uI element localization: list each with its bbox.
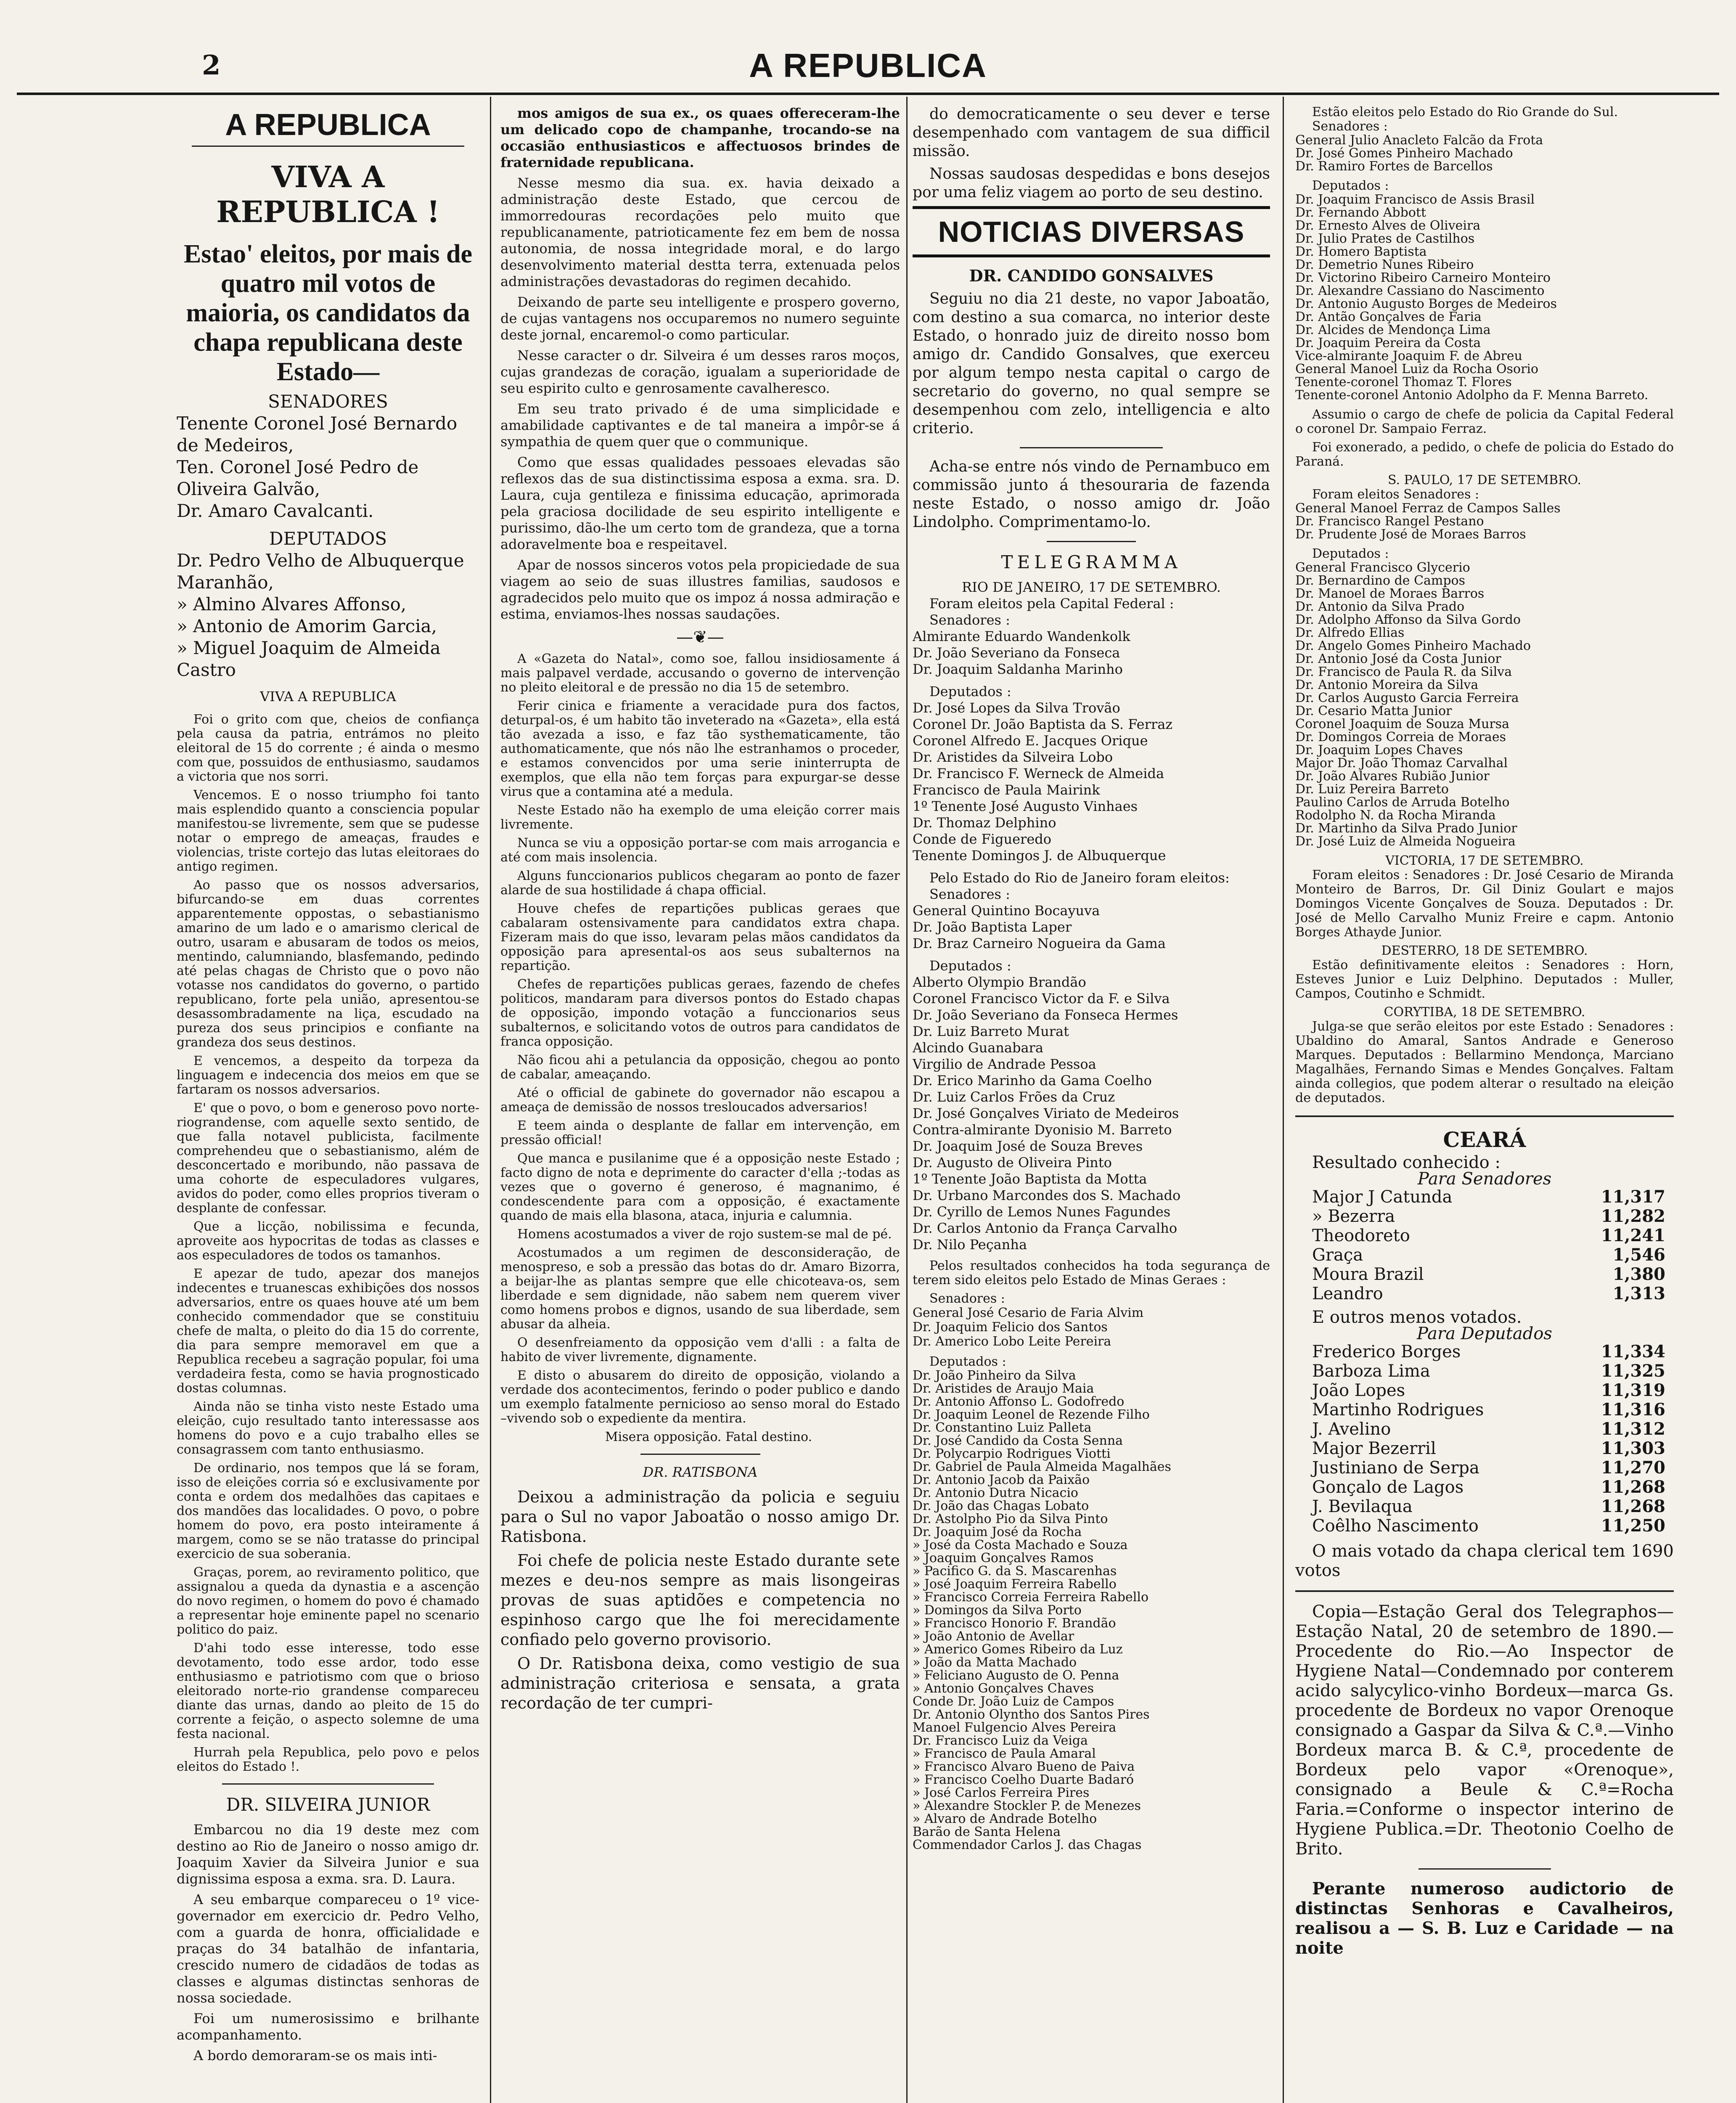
list-item: Dr. Astolpho Pio da Silva Pinto	[913, 1512, 1108, 1526]
list-item: Dr. Antonio Affonso L. Godofredo	[913, 1394, 1125, 1409]
paragraph: Assumio o cargo de chefe de policia da Capital Federal o coronel Dr. Sampaio Ferraz.	[1295, 407, 1674, 436]
list-item: Dr. Julio Prates de Castilhos	[1295, 231, 1475, 246]
page-number: 2	[202, 50, 221, 81]
paragraph: Ao passo que os nossos adversarios, bifurcando-se em duas correntes apparentemente oppostas, o sebastianismo amarino de um lado e o amarismo clerical de outro, usaram e abusaram de todos os meios, mentindo, calumniando, blasfemando, pedindo até pelas chagas de Christo que o povo não votasse nos candidatos do governo, o partido republicano, forte pela união, apresentou-se desassombradamente na liça, escudado na pureza dos seus principios e confiante na grandeza dos seus destinos.	[177, 878, 479, 1050]
list-item: Dr. Domingos Correia de Moraes	[1295, 730, 1506, 744]
list-item: » Miguel Joaquim de Almeida Castro	[177, 638, 441, 680]
paragraph: Nossas saudosas despedidas e bons desejos por uma feliz viagem ao porto de seu destino.	[913, 165, 1270, 201]
list-item: » João Antonio de Avellar	[913, 1629, 1074, 1644]
list-item: » Domingos da Silva Porto	[913, 1603, 1082, 1618]
list-item: Dr. Nilo Peçanha	[913, 1237, 1027, 1253]
list-item: Dr. Francisco Luiz da Veiga	[913, 1733, 1088, 1748]
note: O mais votado da chapa clerical tem 1690 votos	[1295, 1541, 1674, 1580]
candidate-name: Justiniano de Serpa	[1312, 1458, 1479, 1478]
candidate-name: Barboza Lima	[1312, 1361, 1430, 1381]
deputados-heading: Deputados :	[929, 1354, 1006, 1369]
dateline: DESTERRO, 18 DE SETEMBRO.	[1381, 943, 1588, 958]
senadores-list	[1295, 502, 1674, 541]
list-item: Dr. José Gonçalves Viriato de Medeiros	[913, 1105, 1179, 1121]
vote-count: 1,546	[1612, 1245, 1665, 1265]
candidate-name: » Bezerra	[1312, 1207, 1395, 1226]
list-item: » Antonio Gonçalves Chaves	[913, 1681, 1094, 1696]
paragraph: Estão definitivamente eleitos : Senadores : Horn, Esteves Junior e Luiz Delphino. Deputados : Muller, Campos, Coutinho e Schmidt.	[1295, 958, 1674, 1001]
vote-count: 11,282	[1601, 1206, 1665, 1226]
list-item: Dr. João Severiano da Fonseca	[913, 645, 1120, 661]
vote-count: 11,334	[1601, 1342, 1665, 1361]
deputados-list	[913, 974, 1270, 1253]
vote-count: 11,319	[1601, 1380, 1665, 1400]
candidate-name: Graça	[1312, 1245, 1363, 1265]
list-item: » Francisco Correia Ferreira Rabello	[913, 1590, 1149, 1605]
table-row	[1312, 1381, 1665, 1400]
paragraph: E apezar de tudo, apezar dos manejos indecentes e truanescas exhibições dos nossos adversarios, entre os quaes houve até um bem conhecido commendador que se constituiu chefe de malta, o pleito do dia 15 do corrente, dia para sempre memoravel em que a Republica recebeu a sagração popular, foi uma verdadeira festa, como se havia prognosticado dostas columnas.	[177, 1266, 479, 1396]
divider	[1295, 1590, 1674, 1592]
intro: Foram eleitos Senadores :	[1312, 487, 1479, 502]
list-item: Dr. João Pinheiro da Silva	[913, 1368, 1076, 1383]
paragraph: Vencemos. E o nosso triumpho foi tanto mais esplendido quanto a consciencia popular manifestou-se livremente, sem que se pudesse notar o emprego de ameaças, fraudes e violencias, triste cortejo das lutas eleitoraes do antigo regimen.	[177, 788, 479, 874]
list-item: Conde Dr. João Luiz de Campos	[913, 1694, 1114, 1709]
deputados-heading: DEPUTADOS	[269, 528, 387, 549]
list-item: Dr. Antonio Dutra Nicacio	[913, 1486, 1078, 1500]
article-heading: DR. SILVEIRA JUNIOR	[226, 1794, 430, 1815]
column-2	[500, 105, 900, 2103]
table-row	[1312, 1400, 1665, 1420]
list-item: » Pacifico G. da S. Mascarenhas	[913, 1564, 1117, 1579]
list-item: Dr. Alcides de Mendonça Lima	[1295, 323, 1491, 337]
vote-count: 11,268	[1601, 1496, 1665, 1516]
list-item: Dr. Ernesto Alves de Oliveira	[1295, 218, 1481, 233]
list-item: Manoel Fulgencio Alves Pereira	[913, 1720, 1117, 1735]
divider	[1020, 447, 1163, 448]
table-row	[1312, 1207, 1665, 1226]
paragraph: A seu embarque compareceu o 1º vice-governador em exercicio dr. Pedro Velho, com a guarda de honra, officialidade e praças do 34 batalhão de infantaria, crescido numero de cidadãos de todas as classes e algumas distinctas senhoras de nossa sociedade.	[177, 1891, 479, 2006]
list-item: Dr. Francisco Rangel Pestano	[1295, 514, 1484, 529]
table-row	[1312, 1361, 1665, 1381]
table-row	[1312, 1478, 1665, 1497]
table-row	[1312, 1458, 1665, 1478]
vote-count: 11,317	[1601, 1187, 1665, 1207]
column-3	[913, 105, 1270, 2103]
list-item: Dr. Pedro Velho de Albuquerque Maranhão,	[177, 550, 464, 593]
list-item: Commendador Carlos J. das Chagas	[913, 1838, 1142, 1852]
list-item: Dr. Joaquim Francisco de Assis Brasil	[1295, 192, 1535, 207]
paragraph: E' que o povo, o bom e generoso povo norte-riograndense, com aquelle sexto sentido, de que falla notavel publicista, facilmente comprehendeu que o sebastianismo, além de desconcertado e moribundo, não passava de uma cohorte de especuladores vulgares, avidos do poder, como elles proprios tiveram o desplante de confessar.	[177, 1101, 479, 1216]
column-rule	[1283, 97, 1284, 2103]
list-item: Dr. Victorino Ribeiro Carneiro Monteiro	[1295, 270, 1551, 285]
list-item: General Manoel Ferraz de Campos Salles	[1295, 501, 1561, 516]
vote-count: 11,250	[1601, 1516, 1665, 1536]
table-row	[1312, 1497, 1665, 1516]
senadores-heading: Senadores :	[929, 612, 1010, 628]
list-item: Dr. Alfredo Ellias	[1295, 625, 1405, 640]
list-item: Dr. Bernardino de Campos	[1295, 573, 1466, 588]
table-row	[1312, 1516, 1665, 1536]
divider	[1418, 1868, 1551, 1870]
list-item: Dr. Antonio Olyntho dos Santos Pires	[913, 1707, 1150, 1722]
table-row	[1312, 1420, 1665, 1439]
article-heading: CEARÁ	[1443, 1127, 1526, 1152]
table-row	[1312, 1439, 1665, 1458]
list-item: Tenente-coronel Antonio Adolpho da F. Menna Barreto.	[1295, 388, 1649, 403]
headline: Estao' eleitos, por mais de quatro mil votos de maioria, os candidatos da chapa republicana deste Estado—	[184, 240, 472, 386]
article-heading: DR. CANDIDO GONSALVES	[969, 266, 1214, 285]
vote-count: 11,316	[1601, 1400, 1665, 1420]
deputados-list	[1295, 193, 1674, 402]
list-item: Almirante Eduardo Wandenkolk	[913, 628, 1130, 644]
list-item: Dr. Polycarpio Rodrigues Viotti	[913, 1446, 1111, 1461]
vote-count: 1,313	[1612, 1284, 1665, 1303]
viva-subheading: VIVA A REPUBLICA	[260, 689, 396, 705]
list-item: Dr. Joaquim Pereira da Costa	[1295, 336, 1481, 350]
list-item: Dr. Antonio Jacob da Paixão	[913, 1473, 1090, 1487]
list-item: » Alexandre Stockler P. de Menezes	[913, 1798, 1141, 1813]
list-item: Dr. Prudente José de Moraes Barros	[1295, 527, 1526, 542]
list-item: Dr. Antonio Augusto Borges de Medeiros	[1295, 297, 1557, 311]
paragraph: Apar de nossos sinceros votos pela propiciedade de sua viagem ao seio de suas illustres familias, saudosos e agradecidos pelo muito que os impoz á nossa admiração e estima, enviamos-lhes nossas saudações.	[500, 557, 900, 622]
candidate-name: Major Bezerril	[1312, 1439, 1436, 1458]
list-item: Rodolpho N. da Rocha Miranda	[1295, 808, 1496, 823]
candidate-name: J. Bevilaqua	[1312, 1497, 1413, 1516]
list-item: » Antonio de Amorim Garcia,	[177, 616, 437, 636]
vote-count: 11,325	[1601, 1361, 1665, 1381]
divider	[1047, 541, 1136, 542]
list-item: Dr. João Alvares Rubião Junior	[1295, 769, 1490, 784]
list-item: Paulino Carlos de Arruda Botelho	[1295, 795, 1510, 810]
paragraph: Alguns funccionarios publicos chegaram ao ponto de fazer alarde de sua hostilidade á chapa official.	[500, 869, 900, 898]
candidate-name: Martinho Rodrigues	[1312, 1400, 1484, 1420]
list-item: Dr. Joaquim José da Rocha	[913, 1525, 1082, 1539]
paragraph: Julga-se que serão eleitos por este Estado : Senadores : Ubaldino do Amaral, Santos Andrade e Generoso Marques. Deputados : Bellarmino Mendonça, Marciano Magalhães, Fernando Simas e Mendes Gonçalves. Faltam ainda collegios, que podem alterar o resultado na eleição de deputados.	[1295, 1019, 1674, 1105]
paragraph: A bordo demoraram-se os mais inti-	[193, 2047, 437, 2063]
list-item: Dr. Homero Baptista	[1295, 244, 1427, 259]
deputados-heading: Deputados :	[1312, 178, 1389, 193]
list-item: Dr. Erico Marinho da Gama Coelho	[913, 1073, 1152, 1089]
paragraph: Seguiu no dia 21 deste, no vapor Jaboatão, com destino a sua comarca, no interior deste Estado, o honrado juiz de direito nosso bom amigo dr. Candido Gonsalves, que exerceu por algum tempo nesta capital o cargo de secretario do governo, no qual sempre se desempenhou com zelo, intelligencia e alto criterio.	[913, 290, 1270, 437]
list-item: Dr. João Baptista Laper	[913, 919, 1072, 935]
paragraph: O desenfreiamento da opposição vem d'alli : a falta de habito de viver livremente, dignamente.	[500, 1335, 900, 1364]
list-item: » Alvaro de Andrade Botelho	[913, 1812, 1097, 1826]
list-item: Dr. José Lopes da Silva Trovão	[913, 700, 1120, 716]
paragraph: mos amigos de sua ex., os quaes offereceram-lhe um delicado copo de champanhe, trocando-se na occasião enthusiasticos e affectuosos brindes de fraternidade republicana.	[500, 105, 900, 170]
intro: Pelo Estado do Rio de Janeiro foram eleitos:	[929, 870, 1230, 886]
paragraph: Nesse mesmo dia sua. ex. havia deixado a administração deste Estado, que cercou de immorredouras recordações pelo muito que republicanamente, patrioticamente fez em bem de nossa autonomia, de nossa integridade moral, e do largo desenvolvimento material destta terra, extenuada pelos administrações devastadoras do regimen decahido.	[500, 175, 900, 289]
deputados-heading: Deputados :	[929, 958, 1011, 974]
viva-banner: VIVA A REPUBLICA !	[216, 159, 440, 229]
deputados-list	[177, 550, 479, 681]
paragraph: Perante numeroso audictorio de distinctas Senhoras e Cavalheiros, realisou a — S. B. Luz e Caridade — na noite	[1295, 1879, 1674, 1958]
list-item: Dr. Cyrillo de Lemos Nunes Fagundes	[913, 1204, 1171, 1220]
candidate-name: Leandro	[1312, 1284, 1383, 1303]
table-row	[1312, 1265, 1665, 1284]
list-item: Dr. Joaquim Saldanha Marinho	[913, 661, 1123, 677]
paragraph: Que manca e pusilanime que é a opposição neste Estado ; facto digno de nota e deprimente do caracter d'ella ;-todas as vezes que o governo é generoso, é magnanimo, é condescendente para com a opposição, é exactamente quando de mais ella blasona, ataca, injuria e calumnia.	[500, 1151, 900, 1223]
list-item: Dr. Antonio Moreira da Silva	[1295, 678, 1479, 692]
list-item: » José Carlos Ferreira Pires	[913, 1785, 1090, 1800]
deputados-list	[913, 1369, 1270, 1851]
list-item: » Francisco Coelho Duarte Badaró	[913, 1772, 1134, 1787]
paragraph: Copia—Estação Geral dos Telegraphos—Estação Natal, 20 de setembro de 1890.—Procedente do Rio.—Ao Inspector de Hygiene Natal—Condemnado por conterem acido salycylico-vinho Bordeux—marca Gs. procedente de Bordeux no vapor Orenoque consignado a Gaspar da Silva & C.ª.—Vinho Bordeux marca B. & C.ª, procedente de Bordeux pelo vapor «Orenoque», consignado a Beule & C.ª=Rocha Faria.=Conforme o inspector interino de Hygiene Publica.=Dr. Theotonio Coelho de Brito.	[1295, 1602, 1674, 1859]
list-item: Tenente Domingos J. de Albuquerque	[913, 848, 1166, 863]
paragraph: Foi um numerosissimo e brilhante acompanhamento.	[177, 2010, 479, 2043]
paragraph: Em seu trato privado é de uma simplicidade e amabilidade captivantes e de tal maneira a impôr-se á sympathia de quem quer que o communique.	[500, 401, 900, 450]
list-item: Dr. José Candido da Costa Senna	[913, 1433, 1123, 1448]
paragraph: Foi chefe de policia neste Estado durante sete mezes e deu-nos sempre as mais lisongeiras provas de suas aptidões e competencia no espinhoso cargo que lhe foi merecidamente confiado pelo governo provisorio.	[500, 1551, 900, 1649]
list-item: Dr. Adolpho Affonso da Silva Gordo	[1295, 612, 1521, 627]
list-item: General José Cesario de Faria Alvim	[913, 1306, 1144, 1320]
list-item: Dr. Francisco de Paula R. da Silva	[1295, 665, 1512, 679]
column-1	[177, 105, 479, 2103]
deputados-heading: Deputados :	[929, 683, 1011, 699]
dateline: RIO DE JANEIRO, 17 DE SETEMBRO.	[961, 579, 1221, 595]
paragraph: Nesse caracter o dr. Silveira é um desses raros moços, cujas grandezas de coração, igualam a superioridade de seu espirito culto e genrosamente cavalheresco.	[500, 347, 900, 396]
list-item: Dr. Joaquim Felicio dos Santos	[913, 1320, 1108, 1335]
deputados-heading: Deputados :	[1312, 546, 1389, 561]
list-item: » Francisco Alvaro Bueno de Paiva	[913, 1759, 1135, 1774]
list-item: General Julio Anacleto Falcão da Frota	[1295, 133, 1543, 148]
section-title: A REPUBLICA	[225, 108, 431, 142]
paragraph: Deixando de parte seu intelligente e prospero governo, de cujas vantagens nos occuparemos no numero seguinte deste jornal, encaremol-o como particular.	[500, 294, 900, 343]
paragraph: Como que essas qualidades pessoaes elevadas são reflexos das de sua distinctissima esposa a exma. sra. D. Laura, cuja gentileza e finissima educação, aprimorada pela graciosa docilidade de seu espirito intelligente e purissimo, dão-lhe um certo tom de grandeza, que a torna adoravelmente boa e respeitavel.	[500, 454, 900, 552]
list-item: Dr. Gabriel de Paula Almeida Magalhães	[913, 1459, 1171, 1474]
candidate-name: Frederico Borges	[1312, 1342, 1461, 1361]
list-item: Coronel Francisco Victor da F. e Silva	[913, 991, 1170, 1006]
paragraph: E vencemos, a despeito da torpeza da linguagem e indecencia dos meios em que se fartaram os nossos adversarios.	[177, 1054, 479, 1097]
list-item: » José Joaquim Ferreira Rabello	[913, 1577, 1117, 1592]
list-item: Dr. Luiz Carlos Frões da Cruz	[913, 1089, 1115, 1105]
senadores-heading: Senadores :	[929, 886, 1010, 902]
paragraph: Foi exonerado, a pedido, o chefe de policia do Estado do Paraná.	[1295, 440, 1674, 469]
paragraph: Embarcou no dia 19 deste mez com destino ao Rio de Janeiro o nosso amigo dr. Joaquim Xavier da Silveira Junior e sua dignissima esposa a exma. sra. D. Laura.	[177, 1822, 479, 1887]
list-item: Tenente Coronel José Bernardo de Medeiros,	[177, 413, 458, 456]
list-item: Dr. Francisco F. Werneck de Almeida	[913, 765, 1164, 781]
list-item: Dr. Constantino Luiz Palleta	[913, 1420, 1092, 1435]
dateline: CORYTIBA, 18 DE SETEMBRO.	[1384, 1005, 1585, 1020]
table-row	[1312, 1187, 1665, 1207]
list-item: Tenente-coronel Thomaz T. Flores	[1295, 375, 1512, 389]
list-item: Dr. Aristides de Araujo Maia	[913, 1381, 1094, 1396]
divider	[1295, 1115, 1674, 1117]
paragraph: Homens acostumados a viver de rojo sustem-se mal de pé.	[517, 1227, 892, 1242]
divider	[222, 1783, 434, 1785]
paragraph: E disto o abusarem do direito de opposição, violando a verdade dos acontecimentos, ferindo o poder publico e dando um exemplo fatalmente pernicioso ao senso moral do Estado –vivendo sob o expediente da mentira.	[500, 1368, 900, 1426]
list-item: Dr. Thomaz Delphino	[913, 815, 1056, 831]
list-item: » José da Costa Machado e Souza	[913, 1538, 1128, 1552]
list-item: Dr. Martinho da Silva Prado Junior	[1295, 821, 1517, 836]
list-item: Dr. Joaquim José de Souza Breves	[913, 1138, 1143, 1154]
list-item: Barão de Santa Helena	[913, 1825, 1061, 1839]
senadores-list	[913, 628, 1270, 678]
table-row	[1312, 1245, 1665, 1265]
list-item: Dr. Amaro Cavalcanti.	[177, 501, 374, 521]
paragraph: Graças, porem, ao reviramento politico, que assignalou a queda da dynastia e a ascenção do novo regimen, o homem do povo é chamado a representar hoje eminente papel no scenario politico do paiz.	[177, 1565, 479, 1637]
senadores-list	[177, 413, 479, 522]
candidate-name: Coêlho Nascimento	[1312, 1516, 1479, 1536]
paragraph: Acostumados a um regimen de desconsideração, de menospreso, e sob a pressão das botas do dr. Amaro Bizorra, a beijar-lhe as plantas sempre que elle chicoteava-os, sem liberdade e sem dignidade, não sabem nem querem viver como homens probos e dignos, usando de sua liberdade, sem abusar da alheia.	[500, 1245, 900, 1332]
list-item: Dr. Carlos Augusto Garcia Ferreira	[1295, 691, 1519, 705]
divider	[192, 146, 464, 147]
vote-count: 11,303	[1601, 1438, 1665, 1458]
list-item: Dr. Americo Lobo Leite Pereira	[913, 1334, 1111, 1349]
list-item: General Manoel Luiz da Rocha Osorio	[1295, 362, 1539, 376]
list-item: Dr. Augusto de Oliveira Pinto	[913, 1155, 1112, 1171]
list-item: » Francisco Honorio F. Brandão	[913, 1616, 1116, 1631]
list-item: Major Dr. João Thomaz Carvalhal	[1295, 756, 1508, 771]
paragraph: Deixou a administração da policia e seguiu para o Sul no vapor Jaboatão o nosso amigo Dr. Ratisbona.	[500, 1488, 900, 1546]
list-item: Dr. Aristides da Silveira Lobo	[913, 749, 1113, 765]
column-rule	[490, 97, 491, 2103]
dateline: S. PAULO, 17 DE SETEMBRO.	[1387, 473, 1582, 487]
list-item: Dr. Antonio José da Costa Junior	[1295, 652, 1501, 666]
paragraph: Nunca se viu a opposição portar-se com mais arrogancia e até com mais insolencia.	[500, 836, 900, 865]
paragraph: Ainda não se tinha visto neste Estado uma eleição, cujo resultado tanto interessasse aos homens do povo e a cujo trabalho elles se consagrassem com tanto enthusiasmo.	[177, 1399, 479, 1457]
masthead	[17, 46, 1719, 95]
column-4	[1295, 105, 1674, 2103]
list-item: Alcindo Guanabara	[913, 1040, 1043, 1056]
paragraph: Foi o grito com que, cheios de confiança pela causa da patria, entrámos no pleito eleitoral de 15 do corrente ; é ainda o mesmo com que, possuidos de enthusiasmo, saudamos a victoria que nos sorri.	[177, 712, 479, 784]
list-item: » Almino Alvares Affonso,	[177, 594, 407, 614]
candidate-name: Gonçalo de Lagos	[1312, 1478, 1464, 1497]
senadores-list	[913, 903, 1270, 952]
list-item: » João da Matta Machado	[913, 1655, 1077, 1670]
intro: Resultado conhecido :	[1312, 1153, 1500, 1172]
column-rule	[906, 97, 908, 2103]
paragraph: A «Gazeta do Natal», como soe, fallou insidiosamente á mais palpavel verdade, accusando o governo de intervenção no pleito eleitoral e de pressão no dia 15 de setembro.	[500, 652, 900, 695]
list-item: Contra-almirante Dyonisio M. Barreto	[913, 1122, 1172, 1138]
table-row	[1312, 1342, 1665, 1361]
list-item: Dr. Braz Carneiro Nogueira da Gama	[913, 935, 1166, 951]
list-item: Alberto Olympio Brandão	[913, 974, 1086, 990]
senadores-heading: Senadores :	[1312, 119, 1388, 134]
list-item: Dr. Joaquim Leonel de Rezende Filho	[913, 1407, 1150, 1422]
article-heading: TELEGRAMMA	[1001, 552, 1182, 572]
deputados-list	[1295, 561, 1674, 848]
list-item: 1º Tenente José Augusto Vinhaes	[913, 798, 1138, 814]
note: E outros menos votados.	[1312, 1308, 1522, 1327]
vote-count: 11,268	[1601, 1477, 1665, 1497]
candidate-name: Major J Catunda	[1312, 1187, 1453, 1207]
list-item: 1º Tenente João Baptista da Motta	[913, 1171, 1147, 1187]
list-item: Dr. Manoel de Moraes Barros	[1295, 586, 1485, 601]
results-table	[1295, 1187, 1674, 1303]
candidate-name: Moura Brazil	[1312, 1265, 1424, 1284]
subheading: Para Senadores	[1417, 1169, 1552, 1189]
list-item: » Feliciano Augusto de O. Penna	[913, 1668, 1119, 1683]
paragraph: O Dr. Ratisbona deixa, como vestigio de sua administração criteriosa e sensata, a grata recordação de ter cumpri-	[500, 1654, 900, 1712]
list-item: Dr. Alexandre Cassiano do Nascimento	[1295, 283, 1545, 298]
list-item: Coronel Joaquim de Souza Mursa	[1295, 717, 1510, 731]
vote-count: 11,270	[1601, 1458, 1665, 1478]
table-row	[1312, 1284, 1665, 1303]
list-item: Coronel Alfredo E. Jacques Orique	[913, 733, 1148, 749]
paragraph: E teem ainda o desplante de fallar em intervenção, em pressão official!	[500, 1118, 900, 1147]
candidate-name: J. Avelino	[1312, 1420, 1391, 1439]
vote-count: 1,380	[1612, 1264, 1665, 1284]
list-item: Conde de Figueredo	[913, 831, 1051, 847]
paragraph: Chefes de repartições publicas geraes, fazendo de chefes politicos, mandaram para diversos pontos do Estado chapas de opposição, impondo votação a funccionarios seus subalternos, e solicitando votos de outros para candidatos de franca opposição.	[500, 977, 900, 1049]
list-item: Dr. Antão Gonçalves de Faria	[1295, 310, 1482, 324]
candidate-name: João Lopes	[1312, 1381, 1405, 1400]
candidate-name: Theodoreto	[1312, 1226, 1410, 1245]
list-item: Dr. José Luiz de Almeida Nogueira	[1295, 834, 1516, 849]
paragraph: D'ahi todo esse interesse, todo esse devotamento, todo esse ardor, todo esse enthusiasmo e patriotismo com que o brioso eleitorado norte-rio grandense compareceu diante das urnas, dando ao pleito de 15 do corrente a feição, o aspecto solemne de uma festa nacional.	[177, 1641, 479, 1741]
paragraph: Ferir cinica e friamente a veracidade pura dos factos, deturpal-os, é um habito tão inveterado na «Gazeta», ella está tão avezada a isso, e faz tão systhematicamente, tão authomaticamente, que nós não lhe estranhamos o proceder, e estamos convencidos por uma serie ininterrupta de exemplos, que ella não tem forças para expurgar-se desse virus que a contamina até a medula.	[500, 699, 900, 799]
list-item: » Francisco de Paula Amaral	[913, 1746, 1096, 1761]
list-item: Dr. Cesario Matta Junior	[1295, 704, 1452, 718]
list-item: Dr. Antonio da Silva Prado	[1295, 599, 1465, 614]
intro: Pelos resultados conhecidos ha toda segurança de terem sido eleitos pelo Estado de Minas Geraes :	[913, 1258, 1270, 1287]
paragraph: Não ficou ahi a petulancia da opposição, chegou ao ponto de cabalar, ameaçando.	[500, 1053, 900, 1082]
list-item: Dr. Luiz Pereira Barreto	[1295, 782, 1449, 797]
senadores-list	[1295, 134, 1674, 173]
paragraph: Misera opposição. Fatal destino.	[605, 1430, 812, 1444]
dateline: VICTORIA, 17 DE SETEMBRO.	[1385, 853, 1584, 868]
paragraph: Até o official de gabinete do governador não escapou a ameaça de demissão de nossos tresloucados adversarios!	[500, 1086, 900, 1115]
list-item: Francisco de Paula Mairink	[913, 782, 1100, 798]
list-item: » Americo Gomes Ribeiro da Luz	[913, 1642, 1123, 1657]
section-heading: NOTICIAS DIVERSAS	[913, 206, 1270, 257]
list-item: Dr. Joaquim Lopes Chaves	[1295, 743, 1463, 758]
list-item: Dr. Ramiro Fortes de Barcellos	[1295, 159, 1493, 174]
article-heading: DR. RATISBONA	[643, 1464, 758, 1480]
vote-count: 11,312	[1601, 1419, 1665, 1439]
paragraph: Hurrah pela Republica, pelo povo e pelos eleitos do Estado !.	[177, 1745, 479, 1774]
senadores-heading: Senadores :	[929, 1291, 1005, 1306]
intro: Foram eleitos pela Capital Federal :	[929, 596, 1174, 612]
deputados-list	[913, 700, 1270, 864]
list-item: Coronel Dr. João Baptista da S. Ferraz	[913, 716, 1173, 732]
list-item: Dr. Fernando Abbott	[1295, 205, 1426, 220]
paragraph: Foram eleitos : Senadores : Dr. José Cesario de Miranda Monteiro de Barros, Dr. Gil Diniz Goulart e majos Domingos Vicente Gonçalves de Souza. Deputados : Dr. José de Mello Carvalho Muniz Freire e capm. Antonio Borges Athayde Junior.	[1295, 868, 1674, 940]
list-item: General Quintino Bocayuva	[913, 903, 1100, 919]
list-item: Ten. Coronel José Pedro de Oliveira Galvão,	[177, 457, 419, 499]
divider	[640, 1454, 760, 1455]
paragraph: do democraticamente o seu dever e terse desempenhado com vantagem de sua difficil missão.	[913, 106, 1270, 160]
list-item: General Francisco Glycerio	[1295, 560, 1470, 575]
paragraph: Acha-se entre nós vindo de Pernambuco em commissão junto á thesouraria de fazenda neste Estado, o nosso amigo dr. João Lindolpho. Comprimentamo-lo.	[913, 458, 1270, 531]
list-item: Vice-almirante Joaquim F. de Abreu	[1295, 349, 1522, 363]
list-item: Dr. João das Chagas Lobato	[913, 1499, 1089, 1513]
masthead-title: A REPUBLICA	[749, 47, 987, 84]
table-row	[1312, 1226, 1665, 1245]
senadores-list	[913, 1306, 1270, 1349]
list-item: Dr. João Severiano da Fonseca Hermes	[913, 1007, 1178, 1023]
list-item: Virgilio de Andrade Pessoa	[913, 1056, 1096, 1072]
subheading: Para Deputados	[1417, 1324, 1552, 1343]
intro: Estão eleitos pelo Estado do Rio Grande do Sul.	[1312, 105, 1618, 119]
paragraph: Que a licção, nobilissima e fecunda, aproveite aos hypocritas de todas as classes e aos especuladores de todos os tamanhos.	[177, 1219, 479, 1263]
list-item: Dr. Urbano Marcondes dos S. Machado	[913, 1187, 1181, 1203]
results-table	[1295, 1342, 1674, 1536]
list-item: » Joaquim Gonçalves Ramos	[913, 1551, 1094, 1565]
senadores-heading: SENADORES	[268, 391, 388, 412]
list-item: Dr. Angelo Gomes Pinheiro Machado	[1295, 638, 1531, 653]
paragraph: Neste Estado não ha exemplo de uma eleição correr mais livremente.	[500, 803, 900, 832]
paragraph: Houve chefes de repartições publicas geraes que cabalaram ostensivamente para candidatos extra chapa. Fizeram mais do que isso, levaram pelas mãos candidatos da opposição para apresental-os aos seus subalternos na repartição.	[500, 901, 900, 973]
list-item: Dr. José Gomes Pinheiro Machado	[1295, 146, 1513, 161]
ornament-divider: —❦—	[676, 628, 724, 647]
list-item: Dr. Luiz Barreto Murat	[913, 1023, 1069, 1039]
list-item: Dr. Demetrio Nunes Ribeiro	[1295, 257, 1474, 272]
vote-count: 11,241	[1601, 1226, 1665, 1245]
list-item: Dr. Carlos Antonio da França Carvalho	[913, 1220, 1178, 1236]
paragraph: De ordinario, nos tempos que lá se foram, isso de eleições corria só e exclusivamente por conta e ordem dos medalhões das capitaes e dos mandões das localidades. O povo, o pobre homem do povo, era posto inteiramente á margem, como se se não tratasse do principal exercicio de sua soberania.	[177, 1461, 479, 1561]
